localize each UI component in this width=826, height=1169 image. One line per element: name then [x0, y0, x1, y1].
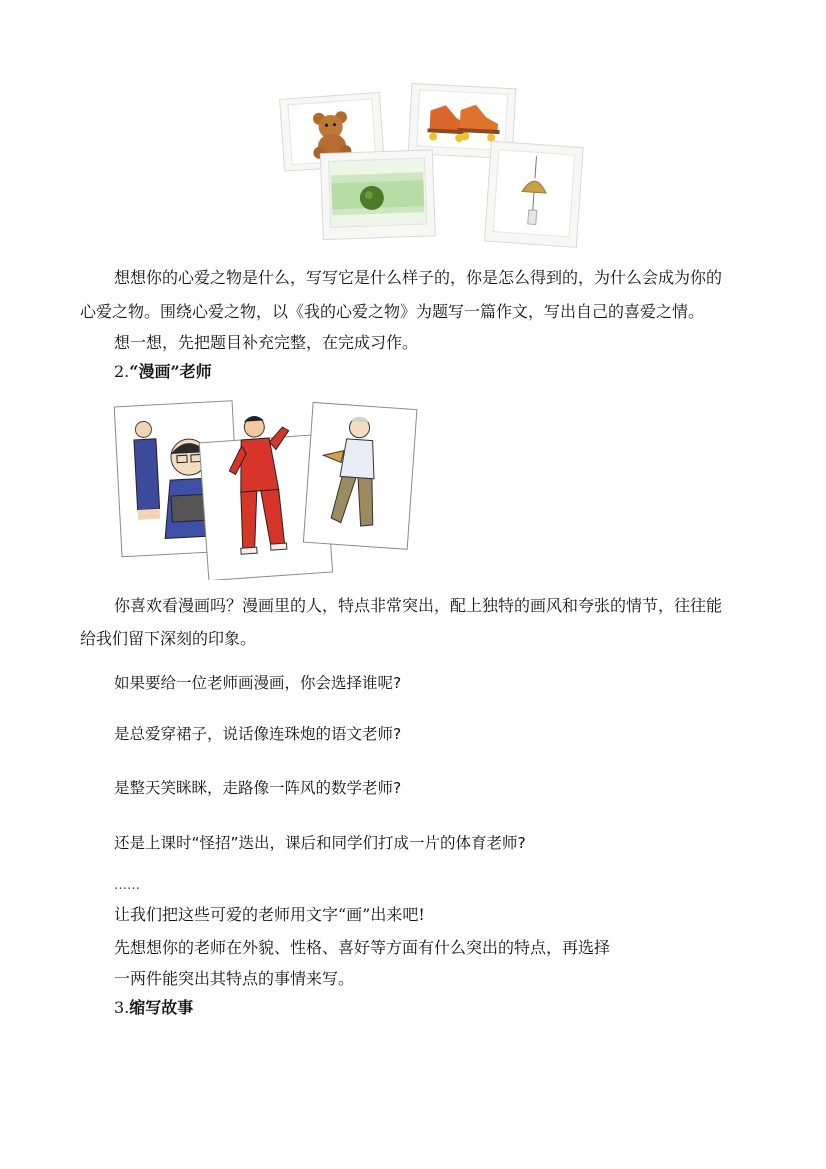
section1-paragraph-line2: 心爱之物。围绕心爱之物，以《我的心爱之物》为题写一篇作文，写出自己的喜爱之情。 — [80, 302, 705, 321]
section2-prompt2-line1: 先想想你的老师在外貌、性格、喜好等方面有什么突出的特点，再选择 — [114, 938, 611, 957]
section2-prompt2-line2: 一两件能突出其特点的事情来写。 — [114, 969, 355, 988]
section2-paragraph-line2: 给我们留下深刻的印象。 — [80, 629, 257, 648]
section2-prompt1: 让我们把这些可爱的老师用文字“画”出来吧! — [114, 905, 425, 924]
question-4: 还是上课时“怪招”迭出，课后和同学们打成一片的体育老师? — [114, 834, 526, 852]
section3-number: 3. — [114, 998, 130, 1017]
question-1: 如果要给一位老师画漫画，你会选择谁呢? — [114, 674, 402, 692]
comic-teachers-illustration — [112, 398, 418, 580]
question-3: 是整天笑眯眯，走路像一阵风的数学老师? — [114, 779, 402, 797]
old-teacher-sketch — [303, 402, 417, 549]
beloved-objects-illustration — [270, 82, 600, 257]
section1-instruction: 想一想，先把题目补充完整，在完成习作。 — [114, 333, 419, 352]
section3-heading — [114, 998, 784, 1018]
wind-chime-photo — [484, 141, 583, 247]
section2-heading — [114, 362, 784, 382]
section2-paragraph-line1: 你喜欢看漫画吗？漫画里的人，特点非常突出，配上独特的画风和夸张的情节，往往能 — [114, 596, 723, 615]
section2-number: 2. — [114, 362, 130, 381]
section3-title: 缩写故事 — [129, 998, 194, 1017]
ellipsis: …… — [114, 878, 140, 893]
question-2: 是总爱穿裙子，说话像连珠炮的语文老师? — [114, 725, 402, 743]
section1-paragraph-line1: 想想你的心爱之物是什么，写写它是什么样子的，你是怎么得到的，为什么会成为你的 — [114, 268, 723, 287]
section2-title: “漫画”老师 — [129, 362, 212, 381]
moss-ball-photo — [320, 150, 435, 240]
